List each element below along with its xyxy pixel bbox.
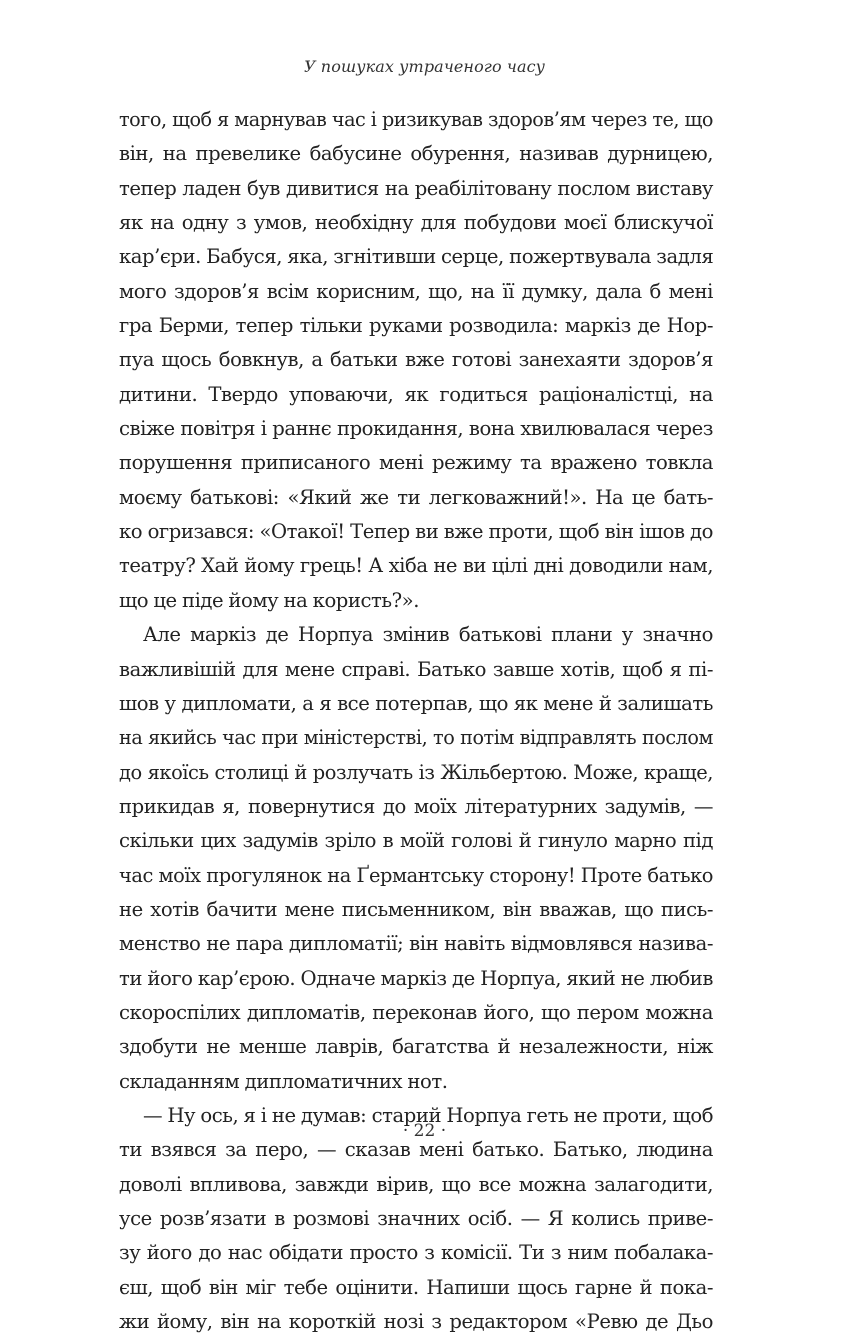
text-line: ти взявся за перо, — сказав мені батько. Батько, людина (119, 1138, 713, 1162)
text-line: того, щоб я марнував час і ризикував здоров’ям через те, що (119, 108, 713, 131)
text-line: скороспілих дипломатів, переконав його, що пером можна (119, 1000, 713, 1024)
text-line: важливішій для мене справі. Батько завше хотів, щоб я пі- (119, 657, 713, 681)
text-line: до якоїсь столиці й розлучать із Жільбертою. Може, краще, (119, 760, 713, 784)
text-line: не хотів бачити мене письменником, він вважав, що пись- (119, 897, 713, 921)
body-text (119, 103, 713, 1339)
text-line: ко огризався: «Отакої! Тепер ви вже проти, щоб він ішов до (119, 520, 713, 544)
text-line: час моїх прогулянок на Ґермантську сторону! Проте батько (119, 863, 713, 887)
text-line: складанням дипломатичних нот. (119, 1069, 448, 1093)
running-head: У пошуках утраченого часу (303, 57, 546, 76)
text-line: шов у дипломати, а я все потерпав, що як мене й залишать (119, 691, 713, 715)
text-line: як на одну з умов, необхідну для побудови моєї блискучої (119, 211, 713, 235)
text-line: моєму батькові: «Який же ти легковажний!». На це бать- (119, 485, 713, 509)
text-line: жи йому, він на короткій нозі з редактором «Ревю де Дьо (119, 1310, 713, 1334)
text-line: на якийсь час при міністерстві, то потім відправлять послом (119, 726, 713, 750)
text-line: усе розв’язати в розмові значних осіб. — Я колись приве- (119, 1207, 713, 1230)
page-number: · 22 · (402, 1121, 447, 1141)
text-line: дитини. Твердо уповаючи, як годиться раціоналістці, на (119, 382, 713, 406)
text-line: мого здоров’я всім корисним, що, на її думку, дала б мені (119, 279, 713, 303)
text-line: зу його до нас обідати просто з комісії. Ти з ним побалака- (119, 1241, 713, 1265)
text-line: свіже повітря і раннє прокидання, вона хвилювалася через (119, 417, 713, 441)
text-line: єш, щоб він міг тебе оцінити. Напиши щось гарне й пока- (119, 1275, 713, 1299)
text-line: скільки цих задумів зріло в моїй голові й гинуло марно під (119, 829, 713, 853)
text-line: кар’єри. Бабуся, яка, згнітивши серце, пожертвувала задля (119, 245, 714, 269)
text-line: тепер ладен був дивитися на реабілітовану послом виставу (119, 176, 713, 200)
text-line: прикидав я, повернутися до моїх літературних задумів, — (119, 794, 713, 818)
text-line: гра Берми, тепер тільки руками розводила: маркіз де Нор- (119, 314, 713, 338)
text-line: — Ну ось, я і не думав: старий Норпуа геть не проти, щоб (143, 1103, 714, 1127)
text-line: Але маркіз де Норпуа змінив батькові плани у значно (143, 623, 713, 647)
text-line: доволі впливова, завжди вірив, що все можна залагодити, (119, 1172, 713, 1196)
text-line: пуа щось бовкнув, а батьки вже готові занехаяти здоров’я (119, 348, 713, 372)
text-line: що це піде йому на користь?». (119, 588, 419, 612)
text-line: порушення приписаного мені режиму та вражено товкла (119, 451, 713, 475)
text-line: театру? Хай йому грець! А хіба не ви цілі дні доводили нам, (119, 554, 713, 578)
text-line: він, на превелике бабусине обурення, називав дурницею, (119, 142, 713, 166)
text-line: здобути не менше лаврів, багатства й незалежности, ніж (119, 1035, 713, 1059)
text-line: менство не пара дипломатії; він навіть відмовлявся назива- (119, 932, 713, 956)
text-line: ти його кар’єрою. Одначе маркіз де Норпуа, який не любив (119, 966, 713, 990)
